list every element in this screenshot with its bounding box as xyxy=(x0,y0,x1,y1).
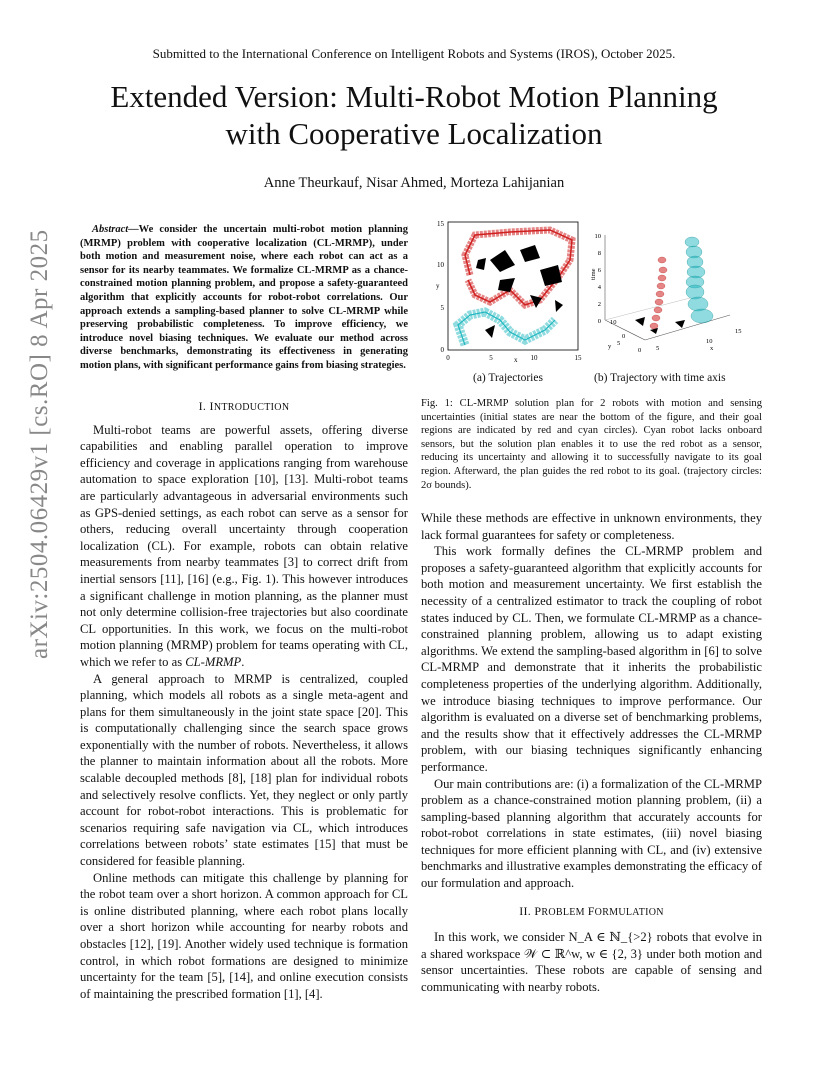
abstract-text: —We consider the uncertain multi-robot motion planning (MRMP) problem with cooperative localization (CL-MRMP), under both motion and measurement noise, where each robot can act as a sensor for its nearby teammates. We formalize CL-MRMP as a chance-constrained motion planning problem, and propose a safety-guaranteed algorithm that explicitly accounts for robot-robot correlations. Our approach extends a sampling-based planner to solve CL-MRMP while preserving probabilistic completeness. To improve efficiency, we introduce novel biasing techniques. We evaluate our method across diverse benchmarks, demonstrating its effectiveness in generating motion plans, with significant performance gains from biasing strategies. xyxy=(80,224,408,371)
svg-text:0: 0 xyxy=(622,333,626,340)
svg-text:2: 2 xyxy=(597,301,601,308)
svg-text:15: 15 xyxy=(735,328,742,335)
intro-paragraph-2: A general approach to MRMP is centralized, coupled planning, which models all robots as a single meta-agent and plans for them simultaneously in the joint state space [20]. This is computationally challenging since the search space grows exponentially with the number of robots. Nevertheless, it allows the planner to maintain information about all the robots. More scalable decoupled methods [8], [18] plan for individual robots and selectively resolve conflicts. Yet, they neglect or only partly account for robot-robot interactions. This is problematic for scenarios requiring safe navigation via CL, which introduces correlations between robots’ state estimates [15] that must be considered for feasible planning. xyxy=(80,671,408,869)
svg-text:5: 5 xyxy=(489,354,493,362)
trajectory-plot xyxy=(436,220,582,364)
right-paragraph-3: Our main contributions are: (i) a formalization of the CL-MRMP problem as a chance-constrained motion planning problem, (ii) a sampling-based planning algorithm that accurately accounts for robot-robot correlations in state estimates, (iii) novel biasing techniques for more efficient planning with CL, and (iv) extensive benchmarks and illustrative examples demonstrating the efficacy of our formulation and approach. xyxy=(421,776,762,891)
svg-text:10: 10 xyxy=(437,261,444,269)
subcaption-a: (a) Trajectories xyxy=(473,372,543,384)
svg-text:x: x xyxy=(710,345,714,352)
subcaption-b: (b) Trajectory with time axis xyxy=(594,372,726,384)
svg-text:6: 6 xyxy=(597,267,601,274)
svg-text:time: time xyxy=(590,268,597,280)
svg-text:y: y xyxy=(436,282,440,290)
svg-text:8: 8 xyxy=(597,250,601,257)
figure-caption: Fig. 1: CL-MRMP solution plan for 2 robots with motion and sensing uncertainties (initial states are near the bottom of the figure, and their goal regions are indicated by red and cyan circles). Cyan robot lacks onboard sensors, but the solution plan enables it to use the red robot as a sensor, reducing its uncertainty and allowing it to successfully navigate to its goal region. Afterward, the plan guides the red robot to its goal. (trajectory circles: 2σ bounds). xyxy=(421,398,762,491)
svg-text:5: 5 xyxy=(656,345,660,352)
intro-paragraph-3: Online methods can mitigate this challenge by planning for the robot team over a short horizon. A common approach for CL is online distributed planning, where each robot plans locally over a short horizon while accounting for nearby robots and obstacles [12], [19]. Another widely used technique is formation control, in which robot formations are designed to minimize uncertainty for the team [5], [14], and online execution consists of maintaining the prescribed formation [1], [4]. xyxy=(80,870,408,1001)
trajectory-time-plot xyxy=(590,233,742,354)
intro-paragraph-1: Multi-robot teams are powerful assets, offering diverse capabilities and enabling parallel operation to improve efficiency and coverage in applications ranging from warehouse automation to space exploration [10], [13]. Multi-robot teams are particularly advantageous in adversarial environments such as GPS-denied settings, as each robot can serve as a sensor for others, reducing overall uncertainty through cooperation localization (CL). For example, robots can obtain relative measurements from nearby teammates [3] to correct drift from inertial sensors [11], [16] (e.g., Fig. 1). This however introduces a significant challenge in motion planning, as the planner must not only determine collision-free trajectories but also coordinate CL opportunities. In this work, we focus on the multi-robot motion planning (MRMP) problem for teams operating with CL, which we refer to as CL-MRMP. xyxy=(80,422,408,669)
abstract xyxy=(80,223,408,373)
svg-text:0: 0 xyxy=(440,346,444,354)
left-column xyxy=(80,398,408,1002)
right-column xyxy=(421,510,762,996)
section-heading-introduction: I. INTRODUCTION xyxy=(198,399,290,413)
svg-text:10: 10 xyxy=(594,233,601,240)
conference-note: Submitted to the International Conference on Intelligent Robots and Systems (IROS), October 2025. xyxy=(152,46,676,61)
title-line-2: with Cooperative Localization xyxy=(225,116,603,151)
paper-title xyxy=(60,78,768,152)
svg-text:5: 5 xyxy=(440,304,444,312)
right-paragraph-2: This work formally defines the CL-MRMP problem and proposes a safety-guaranteed algorithm that explicitly accounts for both motion and measurement uncertainty. We first establish the necessity of a centralized estimator to track the coupling of robot states induced by CL. Then, we formulate CL-MRMP as a chance-constrained planning problem, allowing us to adapt existing algorithms. We extend the sampling-based algorithm in [6] to solve CL-MRMP and demonstrate that it inherits the probabilistic completeness properties of the underlying algorithm. Additionally, we introduce biasing techniques to improve performance. Our algorithm is evaluated on a diverse set of benchmarking problems, and the results show that it effectively addresses the CL-MRMP problem, with our biasing techniques significantly enhancing performance. xyxy=(421,544,762,774)
svg-text:10: 10 xyxy=(610,319,617,326)
figure-1 xyxy=(430,220,770,370)
svg-text:0: 0 xyxy=(597,318,601,325)
svg-text:5: 5 xyxy=(617,340,621,347)
svg-text:10: 10 xyxy=(706,338,713,345)
section-heading-problem-formulation: II. PROBLEM FORMULATION xyxy=(519,903,664,918)
svg-text:0: 0 xyxy=(446,354,450,362)
svg-text:x: x xyxy=(514,356,518,364)
svg-text:y: y xyxy=(608,343,612,350)
right-paragraph-1: While these methods are effective in unknown environments, they lack formal guarantees for safety or completeness. xyxy=(421,511,762,542)
abstract-label: Abstract xyxy=(92,224,129,235)
svg-text:0: 0 xyxy=(638,347,642,354)
right-paragraph-4: In this work, we consider N_A ∈ ℕ_{>2} robots that evolve in a shared workspace 𝒲 ⊂ ℝ^w, w ∈ {2, 3} under both motion and sensor uncertainties. These robots are capable of sensing and communicating with nearby robots. xyxy=(421,930,762,995)
title-line-1: Extended Version: Multi-Robot Motion Planning xyxy=(110,79,718,114)
author-list: Anne Theurkauf, Nisar Ahmed, Morteza Lahijanian xyxy=(263,175,565,191)
svg-text:10: 10 xyxy=(530,354,538,362)
svg-text:4: 4 xyxy=(597,284,601,291)
svg-text:15: 15 xyxy=(437,220,444,228)
svg-text:15: 15 xyxy=(574,354,582,362)
arxiv-watermark: arXiv:2504.06429v1 [cs.RO] 8 Apr 2025 xyxy=(26,229,53,659)
